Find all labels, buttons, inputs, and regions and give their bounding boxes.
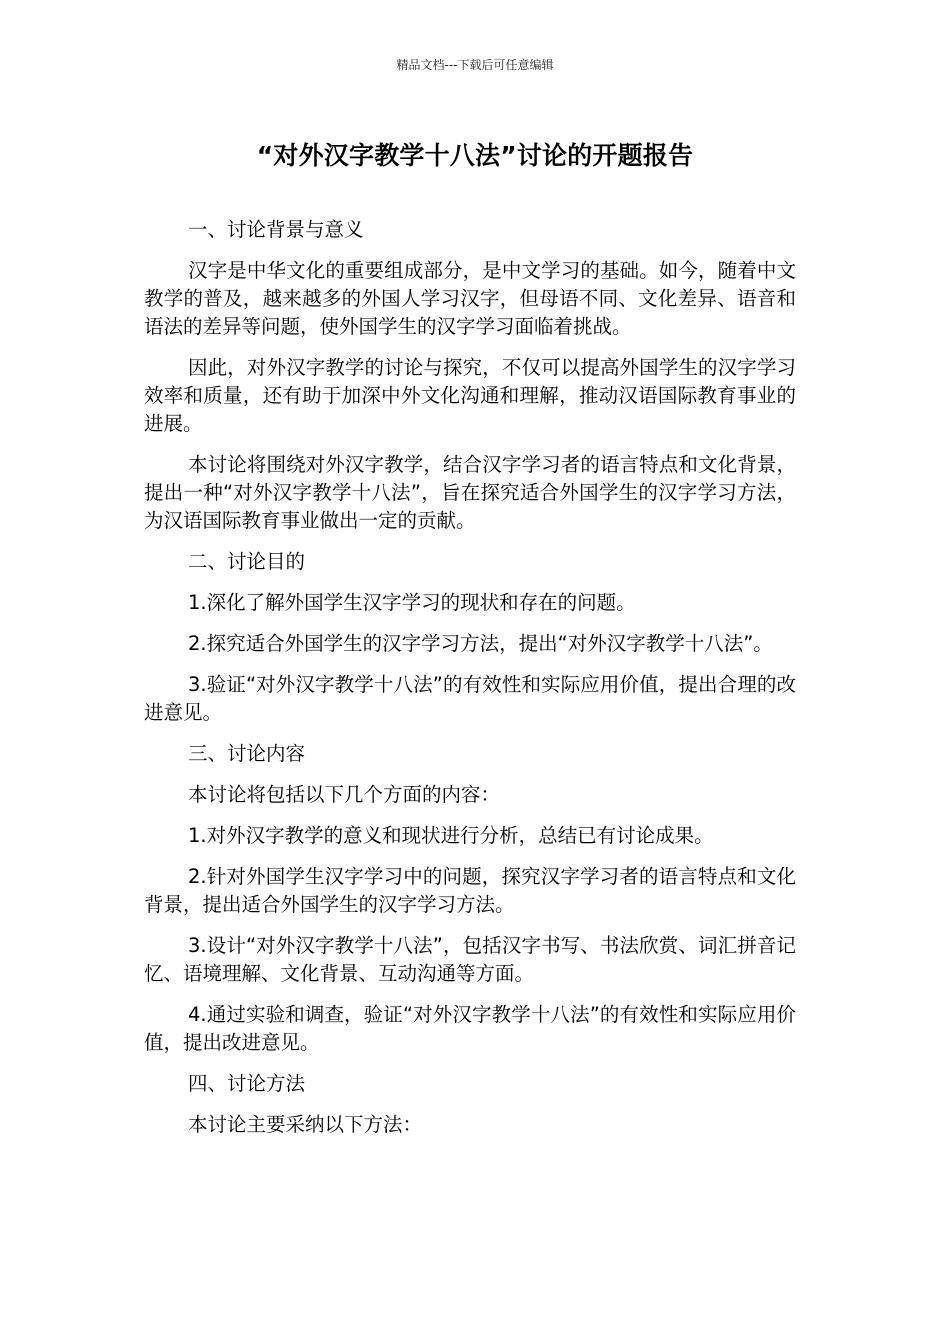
paragraph-background-2: 因此，对外汉字教学的讨论与探究，不仅可以提高外国学生的汉字学习效率和质量，还有助于加深中外文化沟通和理解，推动汉语国际教育事业的进展。 xyxy=(144,356,796,435)
section-heading-purpose: 二、讨论目的 xyxy=(188,550,306,573)
content-item-2: 2.针对外国学生汉字学习中的问题，探究汉字学习者的语言特点和文化背景，提出适合外国学生的汉字学习方法。 xyxy=(144,865,796,916)
section-heading-method: 四、讨论方法 xyxy=(188,1072,306,1095)
purpose-item-1: 1.深化了解外国学生汉字学习的现状和存在的问题。 xyxy=(188,591,636,614)
purpose-item-3: 3.验证“对外汉字教学十八法”的有效性和实际应用价值，提出合理的改进意见。 xyxy=(144,673,796,724)
content-item-3: 3.设计“对外汉字教学十八法”，包括汉字书写、书法欣赏、词汇拼音记忆、语境理解、文化背景、互动沟通等方面。 xyxy=(144,934,796,985)
document-title: “对外汉字教学十八法”讨论的开题报告 xyxy=(256,141,694,170)
section-heading-background: 一、讨论背景与意义 xyxy=(188,218,364,241)
paragraph-background-1: 汉字是中华文化的重要组成部分，是中文学习的基础。如今，随着中文教学的普及，越来越多的外国人学习汉字，但母语不同、文化差异、语音和语法的差异等问题，使外国学生的汉字学习面临着挑战。 xyxy=(144,259,796,338)
document-body xyxy=(144,216,796,1152)
paragraph-background-3: 本讨论将围绕对外汉字教学，结合汉字学习者的语言特点和文化背景，提出一种“对外汉字教学十八法”，旨在探究适合外国学生的汉字学习方法，为汉语国际教育事业做出一定的贡献。 xyxy=(144,453,796,532)
content-item-4: 4.通过实验和调查，验证“对外汉字教学十八法”的有效性和实际应用价值，提出改进意见。 xyxy=(144,1003,796,1054)
section-heading-content: 三、讨论内容 xyxy=(188,742,306,765)
content-item-1: 1.对外汉字教学的意义和现状进行分析，总结已有讨论成果。 xyxy=(188,824,714,847)
purpose-item-2: 2.探究适合外国学生的汉字学习方法，提出“对外汉字教学十八法”。 xyxy=(188,632,773,655)
content-intro: 本讨论将包括以下几个方面的内容： xyxy=(188,783,501,806)
header-note: 精品文档---下载后可任意编辑 xyxy=(396,58,554,72)
method-intro: 本讨论主要采纳以下方法： xyxy=(188,1113,423,1136)
